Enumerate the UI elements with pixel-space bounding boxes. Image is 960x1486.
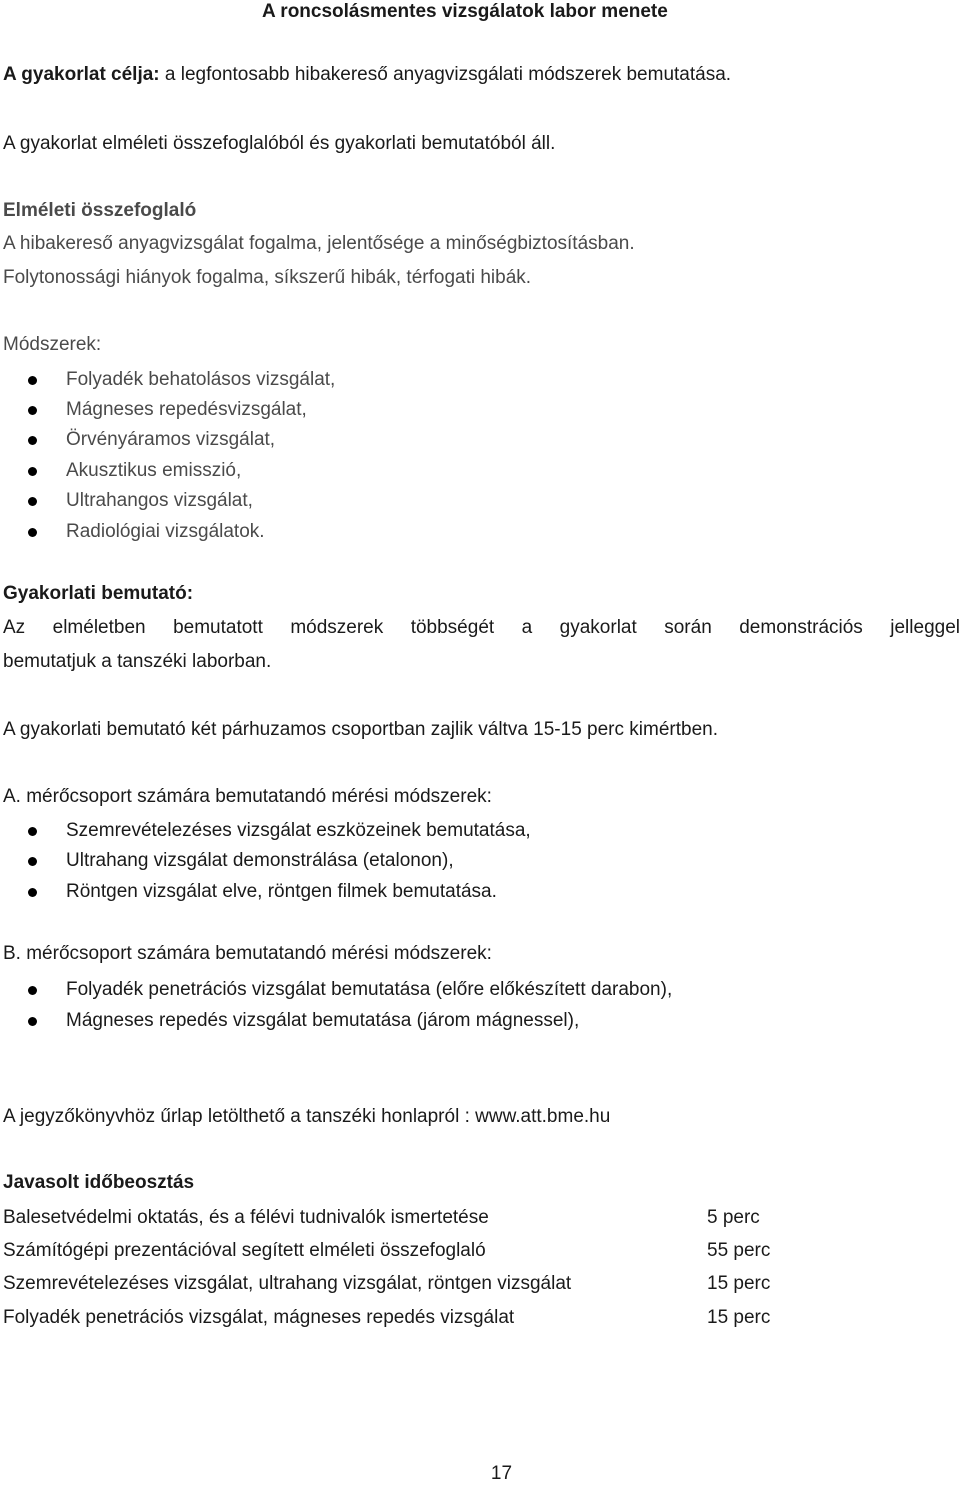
bullet-icon (28, 376, 37, 385)
schedule-heading: Javasolt időbeosztás (3, 1172, 195, 1193)
intro-text: A gyakorlat elméleti összefoglalóból és gyakorlati bemutatóból áll. (3, 133, 556, 154)
theory-heading: Elméleti összefoglaló (3, 200, 197, 221)
goal-text: a legfontosabb hibakereső anyagvizsgálati módszerek bemutatása. (159, 64, 732, 85)
goal-line (3, 63, 731, 87)
bullet-icon (28, 888, 37, 897)
bullet-icon (28, 436, 37, 445)
method-text: Örvényáramos vizsgálat, (66, 429, 276, 450)
practice-para2: A gyakorlati bemutató két párhuzamos csoportban zajlik váltva 15-15 perc kimértben. (3, 719, 718, 740)
schedule-duration: 55 perc (707, 1240, 771, 1261)
schedule-duration: 15 perc (707, 1273, 771, 1294)
group-b-label: B. mérőcsoport számára bemutatandó mérési módszerek: (3, 943, 492, 964)
bullet-icon (28, 406, 37, 415)
group-a-text: Röntgen vizsgálat elve, röntgen filmek bemutatása. (66, 881, 497, 902)
bullet-icon (28, 467, 37, 476)
bullet-icon (28, 827, 37, 836)
practice-para1-line1: Az elméletben bemutatott módszerek többségét a gyakorlat során demonstrációs jelleggel (3, 617, 960, 638)
bullet-icon (28, 1017, 37, 1026)
bullet-icon (28, 986, 37, 995)
report-note: A jegyzőkönyvhöz űrlap letölthető a tanszéki honlapról : www.att.bme.hu (3, 1106, 611, 1127)
practice-heading: Gyakorlati bemutató: (3, 583, 194, 604)
methods-label: Módszerek: (3, 334, 102, 355)
method-text: Radiológiai vizsgálatok. (66, 521, 265, 542)
schedule-task: Balesetvédelmi oktatás, és a félévi tudnivalók ismertetése (3, 1207, 489, 1228)
method-text: Akusztikus emisszió, (66, 460, 242, 481)
schedule-duration: 5 perc (707, 1207, 760, 1228)
method-text: Folyadék behatolásos vizsgálat, (66, 369, 336, 390)
practice-para1-line2: bemutatjuk a tanszéki laborban. (3, 651, 272, 672)
group-a-text: Ultrahang vizsgálat demonstrálása (etalonon), (66, 850, 454, 871)
bullet-icon (28, 497, 37, 506)
group-a-label: A. mérőcsoport számára bemutatandó mérési módszerek: (3, 786, 492, 807)
page-number: 17 (490, 1463, 513, 1484)
theory-line-1: A hibakereső anyagvizsgálat fogalma, jelentősége a minőségbiztosításban. (3, 233, 635, 254)
schedule-task: Folyadék penetrációs vizsgálat, mágneses repedés vizsgálat (3, 1307, 515, 1328)
bullet-icon (28, 857, 37, 866)
group-a-text: Szemrevételezéses vizsgálat eszközeinek bemutatása, (66, 820, 531, 841)
bullet-icon (28, 528, 37, 537)
schedule-task: Szemrevételezéses vizsgálat, ultrahang vizsgálat, röntgen vizsgálat (3, 1273, 572, 1294)
schedule-task: Számítógépi prezentációval segített elméleti összefoglaló (3, 1240, 486, 1261)
group-b-text: Mágneses repedés vizsgálat bemutatása (járom mágnessel), (66, 1010, 580, 1031)
page-title: A roncsolásmentes vizsgálatok labor menete (262, 1, 668, 22)
method-text: Mágneses repedésvizsgálat, (66, 399, 307, 420)
theory-line-2: Folytonossági hiányok fogalma, síkszerű hibák, térfogati hibák. (3, 267, 532, 288)
group-b-text: Folyadék penetrációs vizsgálat bemutatása (előre előkészített darabon), (66, 979, 673, 1000)
goal-label: A gyakorlat célja: (3, 64, 160, 85)
method-text: Ultrahangos vizsgálat, (66, 490, 253, 511)
schedule-duration: 15 perc (707, 1307, 771, 1328)
